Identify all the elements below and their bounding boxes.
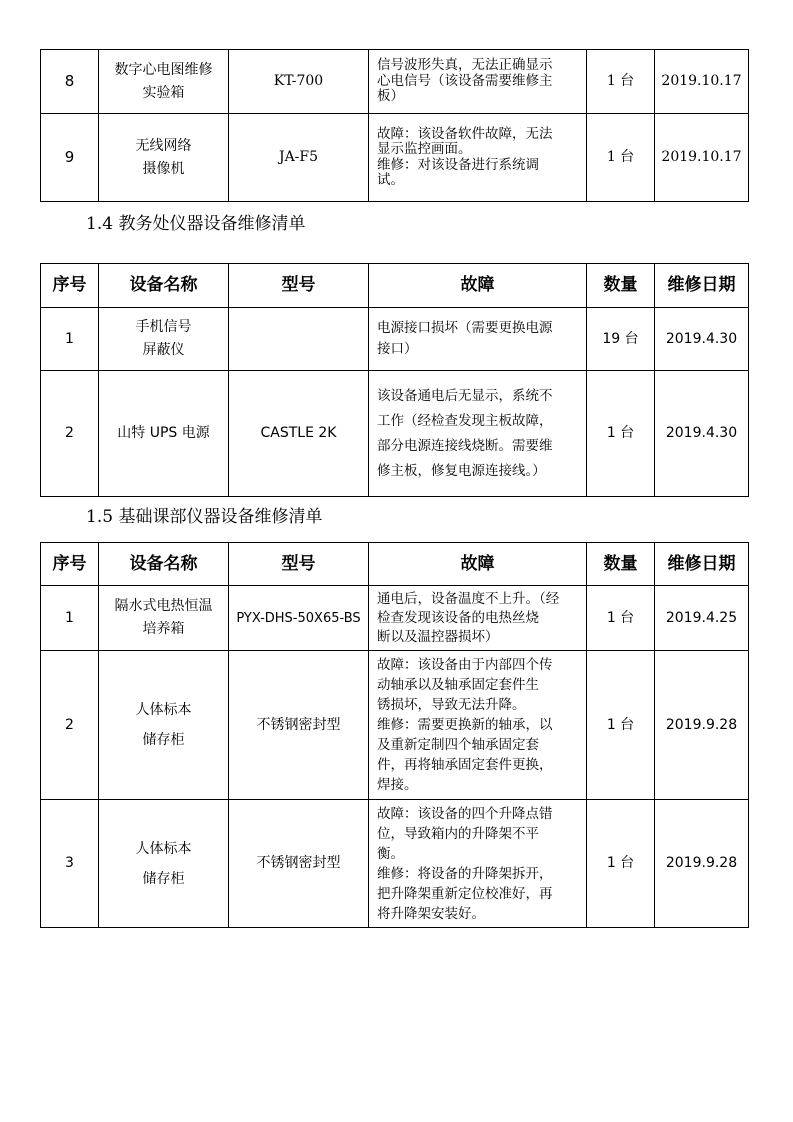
quantity: 1 台 [587,586,655,651]
model: KT-700 [229,50,369,114]
repair-date: 2019.9.28 [655,800,749,928]
equipment-name: 手机信号 屏蔽仪 [99,308,229,371]
repair-date: 2019.4.30 [655,371,749,497]
section-title-1-5: 1.5 基础课部仪器设备维修清单 [86,507,323,527]
header-no: 序号 [41,264,99,308]
repair-date: 2019.4.25 [655,586,749,651]
table-row [41,50,749,114]
fault-description: 该设备通电后无显示，系统不 工作（经检查发现主板故障， 部分电源连接线烧断。需要维 修主板，修复电源连接线。） [369,371,587,497]
row-number: 8 [41,50,99,114]
equipment-name: 山特 UPS 电源 [99,371,229,497]
table-row [41,586,749,651]
row-number: 1 [41,586,99,651]
table-row [41,308,749,371]
header-fault: 故障 [369,543,587,586]
quantity: 1 台 [587,50,655,114]
row-number: 9 [41,114,99,202]
model: 不锈钢密封型 [229,800,369,928]
table-section-1-5 [40,542,749,928]
quantity: 1 台 [587,114,655,202]
quantity: 1 台 [587,371,655,497]
repair-date: 2019.9.28 [655,651,749,800]
header-no: 序号 [41,543,99,586]
equipment-name: 无线网络 摄像机 [99,114,229,202]
repair-date: 2019.4.30 [655,308,749,371]
model [229,308,369,371]
model: PYX-DHS-50X65-BS [229,586,369,651]
model: JA-F5 [229,114,369,202]
row-number: 1 [41,308,99,371]
header-qty: 数量 [587,543,655,586]
fault-description: 通电后，设备温度不上升。（经 检查发现该设备的电热丝烧 断以及温控器损坏） [369,586,587,651]
quantity: 19 台 [587,308,655,371]
table-row [41,800,749,928]
fault-description: 故障：该设备的四个升降点错 位，导致箱内的升降架不平 衡。 维修：将设备的升降架拆开， 把升降架重新定位校准好，再 将升降架安装好。 [369,800,587,928]
repair-date: 2019.10.17 [655,114,749,202]
table-continuation [40,49,749,202]
model: CASTLE 2K [229,371,369,497]
quantity: 1 台 [587,651,655,800]
header-date: 维修日期 [655,264,749,308]
header-model: 型号 [229,264,369,308]
fault-description: 故障：该设备由于内部四个传 动轴承以及轴承固定套件生 锈损坏，导致无法升降。 维修：需要更换新的轴承，以 及重新定制四个轴承固定套 件，再将轴承固定套件更换， 焊接。 [369,651,587,800]
model: 不锈钢密封型 [229,651,369,800]
table-header-row [41,264,749,308]
table-row [41,114,749,202]
equipment-name: 人体标本 储存柜 [99,651,229,800]
equipment-name: 数字心电图维修 实验箱 [99,50,229,114]
equipment-name: 隔水式电热恒温 培养箱 [99,586,229,651]
row-number: 2 [41,371,99,497]
fault-description: 电源接口损坏（需要更换电源 接口） [369,308,587,371]
header-name: 设备名称 [99,543,229,586]
table-section-1-4 [40,263,749,497]
header-model: 型号 [229,543,369,586]
quantity: 1 台 [587,800,655,928]
row-number: 2 [41,651,99,800]
repair-date: 2019.10.17 [655,50,749,114]
header-qty: 数量 [587,264,655,308]
section-title-1-4: 1.4 教务处仪器设备维修清单 [86,214,306,234]
header-fault: 故障 [369,264,587,308]
fault-description: 信号波形失真，无法正确显示 心电信号（该设备需要维修主 板） [369,50,587,114]
header-date: 维修日期 [655,543,749,586]
header-name: 设备名称 [99,264,229,308]
row-number: 3 [41,800,99,928]
equipment-name: 人体标本 储存柜 [99,800,229,928]
table-row [41,651,749,800]
fault-description: 故障：该设备软件故障，无法 显示监控画面。 维修：对该设备进行系统调 试。 [369,114,587,202]
table-header-row [41,543,749,586]
table-row [41,371,749,497]
